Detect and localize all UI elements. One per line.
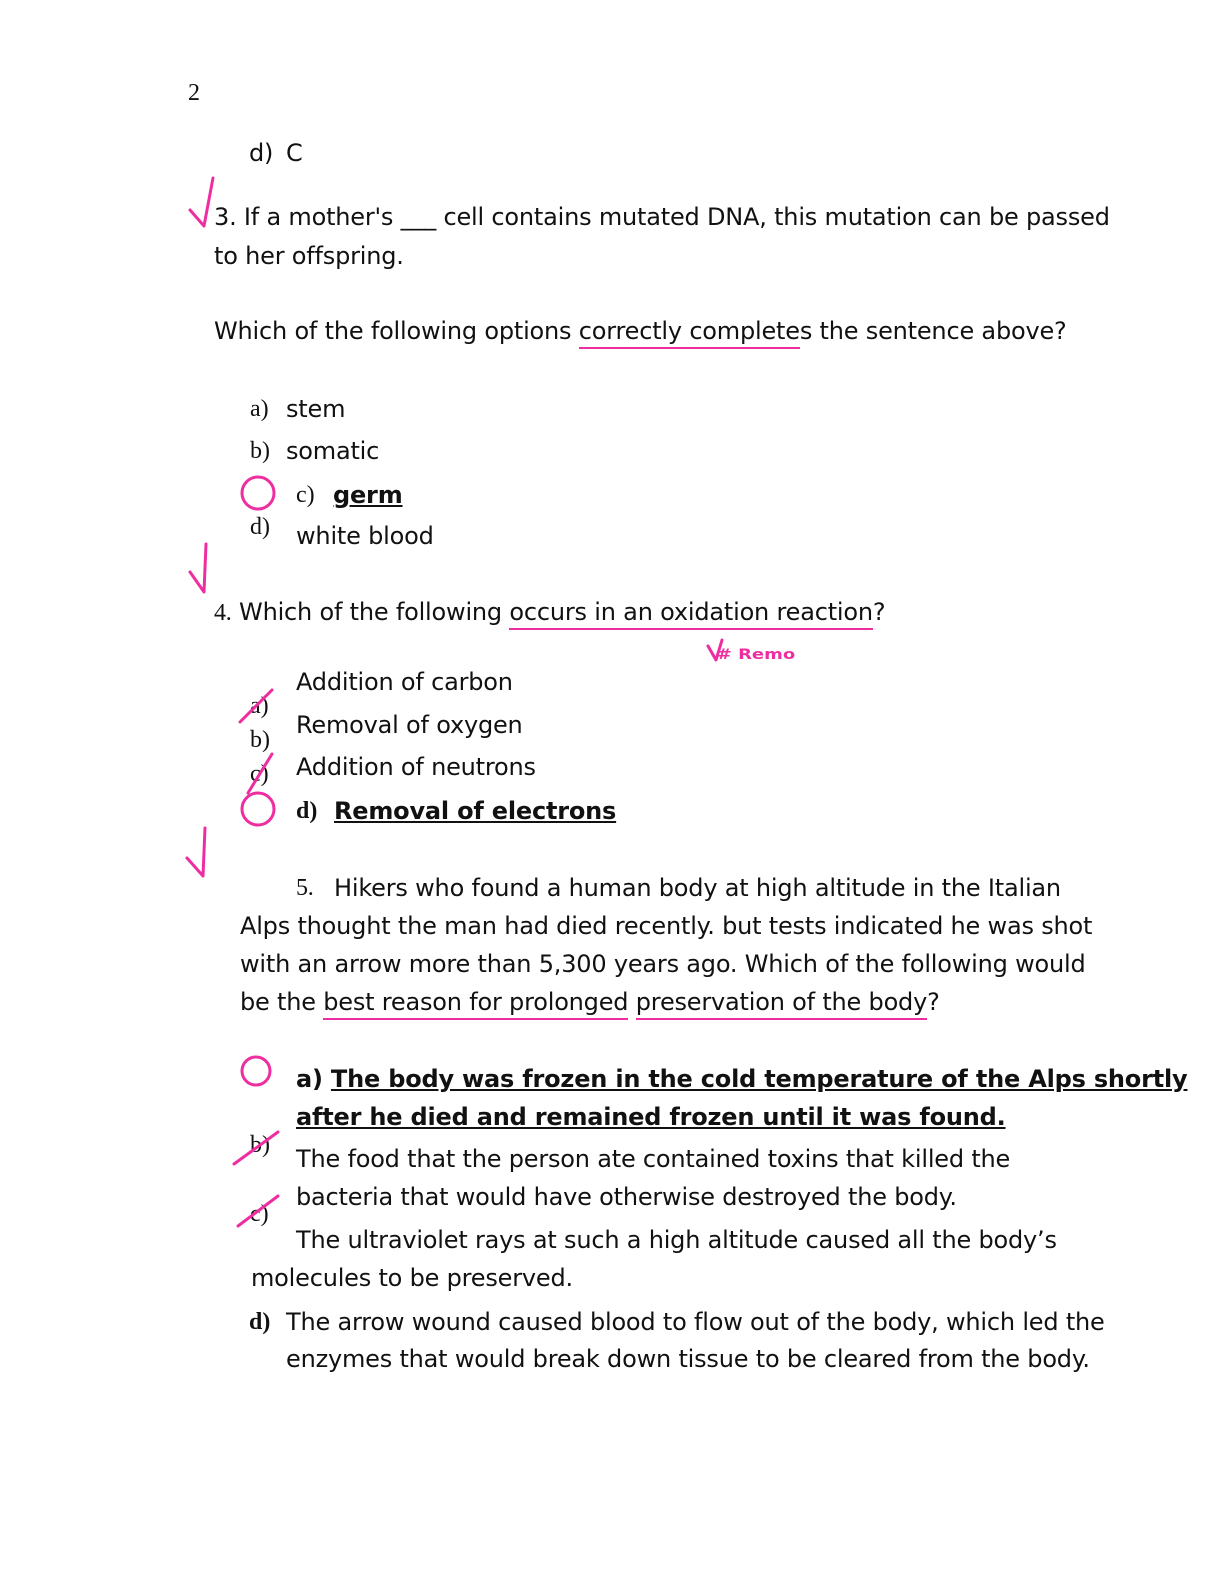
q5-highlight-2: preservation of the body bbox=[636, 988, 927, 1020]
q5-option-b-line2: bacteria that would have otherwise destroyed the body. bbox=[296, 1183, 957, 1211]
q3-option-a-label: a) bbox=[250, 396, 269, 422]
q4-option-b-label: b) bbox=[250, 727, 270, 753]
q5-line1: Hikers who found a human body at high altitude in the Italian bbox=[334, 874, 1061, 902]
q4-option-a-text: Addition of carbon bbox=[296, 668, 513, 696]
q3-prompt-a: Which of the following options bbox=[214, 317, 579, 345]
q3-option-b-label: b) bbox=[250, 438, 270, 464]
q3-option-a-text: stem bbox=[286, 395, 346, 423]
q5-option-b-line1: The food that the person ate contained toxins that killed the bbox=[296, 1145, 1011, 1173]
q3-option-b-text: somatic bbox=[286, 437, 380, 465]
q5-option-a bbox=[296, 1064, 1187, 1094]
q4-option-b-text: Removal of oxygen bbox=[296, 711, 523, 739]
q3-option-c-text: germ bbox=[333, 481, 403, 509]
q5-option-a-line2: after he died and remained frozen until it was found. bbox=[296, 1103, 1006, 1131]
q4-stem-a: Which of the following bbox=[231, 598, 510, 626]
circle-q5-answer bbox=[242, 1057, 270, 1085]
checkmark-q3 bbox=[190, 178, 213, 226]
q5-line4-b bbox=[628, 988, 635, 1016]
q3-prompt-highlight: correctly complete bbox=[579, 317, 800, 349]
q3-stem-line1: 3. If a mother's ___ cell contains mutated DNA, this mutation can be passed bbox=[214, 203, 1110, 231]
q5-option-a-line1: The body was frozen in the cold temperature of the Alps shortly bbox=[330, 1065, 1188, 1093]
q3-prompt-b: s the sentence above? bbox=[799, 317, 1067, 345]
q5-option-c-label: c) bbox=[250, 1201, 269, 1227]
q3-option-c-label: c) bbox=[296, 482, 315, 508]
q5-option-d-line2: enzymes that would break down tissue to be cleared from the body. bbox=[286, 1345, 1090, 1373]
q5-option-d-line1: The arrow wound caused blood to flow out of the body, which led the bbox=[286, 1308, 1105, 1336]
q5-option-d-label: d) bbox=[249, 1309, 271, 1335]
q4-option-d-text: Removal of electrons bbox=[334, 797, 617, 825]
q4-stem-highlight: occurs in an oxidation reaction bbox=[509, 598, 872, 630]
q3-stem-line2: to her offspring. bbox=[214, 242, 404, 270]
handwritten-annotation: # Remo bbox=[716, 646, 796, 663]
q4-option-c-label: c) bbox=[250, 761, 269, 787]
q5-option-c-line1: The ultraviolet rays at such a high altitude caused all the body’s bbox=[296, 1226, 1057, 1254]
prev-option-text: C bbox=[286, 139, 303, 167]
q5-option-a-label: a) bbox=[296, 1065, 323, 1093]
q3-option-d-text: white blood bbox=[296, 522, 434, 550]
circle-q3-answer bbox=[242, 477, 274, 509]
q5-option-b-label: b) bbox=[250, 1132, 270, 1158]
q5-number: 5. bbox=[296, 875, 314, 901]
q5-option-c-line2: molecules to be preserved. bbox=[251, 1264, 573, 1292]
q4-stem-b: ? bbox=[872, 598, 886, 626]
q5-line3: with an arrow more than 5,300 years ago. Which of the following would bbox=[240, 950, 1086, 978]
page-number: 2 bbox=[188, 80, 200, 106]
q4-option-c-text: Addition of neutrons bbox=[296, 753, 536, 781]
q4-option-a-label: a) bbox=[250, 693, 269, 719]
q3-option-d-label: d) bbox=[250, 514, 270, 540]
prev-option-label: d) bbox=[249, 139, 274, 167]
q3-prompt bbox=[214, 316, 1067, 346]
q5-line2: Alps thought the man had died recently. but tests indicated he was shot bbox=[240, 912, 1093, 940]
circle-q4-answer bbox=[242, 793, 274, 825]
q5-line4-c: ? bbox=[927, 988, 940, 1016]
q5-line4-a: be the bbox=[240, 988, 324, 1016]
q5-line4 bbox=[240, 987, 940, 1017]
q4-stem bbox=[214, 597, 885, 628]
checkmark-q4 bbox=[190, 544, 206, 592]
checkmark-q5 bbox=[187, 828, 205, 876]
q4-option-d-label: d) bbox=[296, 798, 318, 824]
q4-number: 4. bbox=[214, 600, 232, 626]
q5-highlight-1: best reason for prolonged bbox=[323, 988, 628, 1020]
